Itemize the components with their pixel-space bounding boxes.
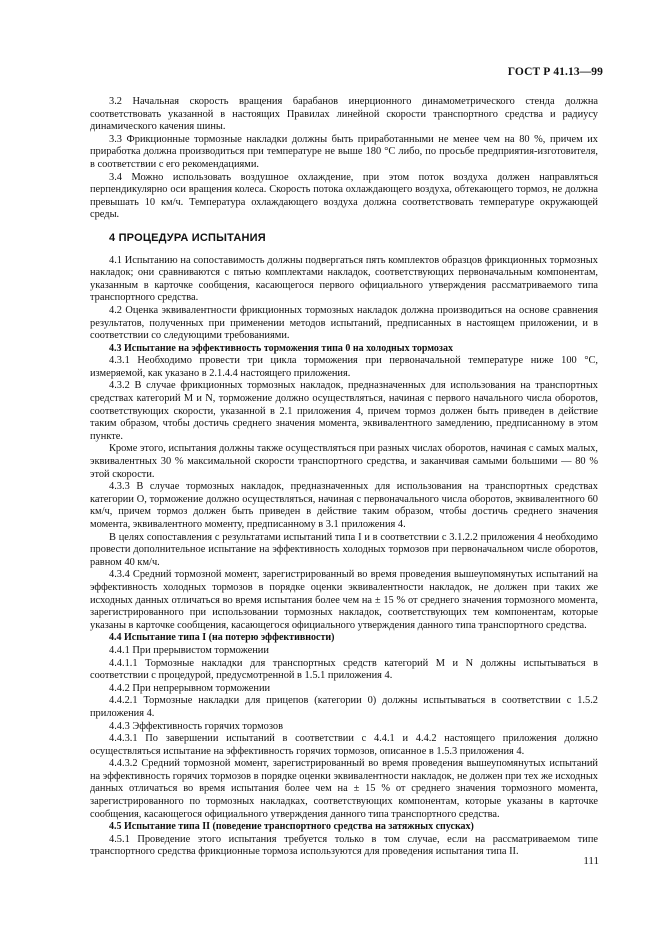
section-4-title: 4 ПРОЦЕДУРА ИСПЫТАНИЯ [109, 231, 266, 244]
paragraph-3-3: 3.3 Фрикционные тормозные накладки должны быть приработанными не менее чем на 80 %, причем их приработка должна производиться при температуре не выше 180 °С либо, по просьбе предприятия-изготовителя, в соответствии с его рекомендациями. [90, 133, 598, 170]
paragraph-3-2: 3.2 Начальная скорость вращения барабанов инерционного динамометрического стенда должна соответствовать указанной в настоящих Правилах линейной скорости транспортного средства и радиусу динамического качения шины. [90, 96, 598, 133]
subheading-4-3: 4.3 Испытание на эффективность торможения типа 0 на холодных тормозах [109, 342, 453, 354]
subheading-4-4: 4.4 Испытание типа I (на потерю эффективности) [109, 632, 335, 644]
paragraph-4-3-2-continued: Кроме этого, испытания должны также осуществляться при разных числах оборотов, начиная с самых малых, эквивалентных 30 % максимальной скорости транспортного средства, и заканчивая самыми большими — 80 % этой скорости. [90, 443, 598, 480]
paragraph-4-3-2: 4.3.2 В случае фрикционных тормозных накладок, предназначенных для использования на транспортных средствах категорий M и N, торможение должно осуществляться, начиная с первого начального числа оборотов, соответствующих скорости, указанной в 2.1 приложения 4, причем тормоз должен быть приведен в действие таким образом, чтобы достичь среднего значения момента, эквивалентного замедлению, предписанному в этом пункте. [90, 380, 598, 442]
paragraph-4-4-3-2: 4.4.3.2 Средний тормозной момент, зарегистрированный во время проведения вышеупомянутых испытаний на эффективность горячих тормозов в порядке оценки эквивалентности накладок, не должен при тех же исходных данных отличаться во время испытания более чем на ± 15 % от среднего значения тормозного момента, зарегистрированного по тормозных накладках, соответствующих компонентам, которые указаны в карточке сообщения, касающегося официального утверждения данного типа транспортного средства. [90, 758, 598, 820]
paragraph-4-4-3: 4.4.3 Эффективность горячих тормозов [109, 720, 283, 732]
paragraph-4-4-1-1: 4.4.1.1 Тормозные накладки для транспортных средств категорий M и N должны испытываться в соответствии с процедурой, предусмотренной в 1.5.1 приложения 4. [90, 657, 598, 682]
paragraph-3-4: 3.4 Можно использовать воздушное охлаждение, при этом поток воздуха должен направляться перпендикулярно оси вращения колеса. Скорость потока охлаждающего воздуха, обтекающего тормоз, не должна превышать 10 км/ч. Температура охлаждающего воздуха должна соответствовать температуре окружающей среды. [90, 171, 598, 221]
paragraph-4-4-1: 4.4.1 При прерывистом торможении [109, 644, 269, 656]
paragraph-4-1: 4.1 Испытанию на сопоставимость должны подвергаться пять комплектов образцов фрикционных тормозных накладок; они сравниваются с пятью комплектами накладок, соответствующих первоначальным компонентам, указанным в карточке сообщения, касающегося первого официального утверждения рассматриваемого типа транспортного средства. [90, 254, 598, 304]
standard-code-header: ГОСТ Р 41.13—99 [507, 66, 603, 78]
paragraph-4-4-2-1: 4.4.2.1 Тормозные накладки для прицепов (категории 0) должны испытываться в соответствии с 1.5.2 приложения 4. [90, 695, 598, 719]
paragraph-4-3-4: 4.3.4 Средний тормозной момент, зарегистрированный во время проведения вышеупомянутых испытаний на эффективность холодных тормозов в порядке оценки эквивалентности накладок, не должен при таких же исходных данных отличаться во время испытания более чем на ± 15 % от среднего значения тормозного момента, зарегистрированного при использовании тормозных накладок, соответствующих тем компонентам, которые указаны в карточке сообщения, касающегося официального утверждения данного типа транспортного средства. [90, 569, 598, 631]
paragraph-4-4-2: 4.4.2 При непрерывном торможении [109, 682, 271, 694]
document-body [90, 96, 598, 859]
paragraph-4-3-1: 4.3.1 Необходимо провести три цикла торможения при первоначальной температуре ниже 100 °С, измеряемой, как указано в 2.1.4.4 настоящего приложения. [90, 355, 598, 379]
subheading-4-5: 4.5 Испытание типа II (поведение транспортного средства на затяжных спусках) [109, 821, 474, 833]
paragraph-4-3-3: 4.3.3 В случае тормозных накладок, предназначенных для использования на транспортных средствах категории О, торможение должно осуществляться, начиная с первоначального числа оборотов, эквивалентного 60 км/ч, причем тормоз должен быть приведен в действие таким образом, чтобы достичь среднего значения момента, эквивалентного моменту, предписанному в 3.1 приложения 4. [90, 481, 598, 530]
page-number: 111 [583, 855, 599, 867]
paragraph-4-2: 4.2 Оценка эквивалентности фрикционных тормозных накладок должна производиться на основе сравнения результатов, полученных при применении методов испытаний, предписанных в настоящем приложении, и в соответствии со следующими требованиями. [90, 304, 598, 342]
paragraph-4-4-3-1: 4.4.3.1 По завершении испытаний в соответствии с 4.4.1 и 4.4.2 настоящего приложения должно осуществляться испытание на эффективность горячих тормозов, описанное в 1.5.3 приложения 4. [90, 733, 598, 757]
paragraph-4-3-3-continued: В целях сопоставления с результатами испытаний типа I и в соответствии с 3.1.2.2 приложения 4 необходимо провести дополнительное испытание на эффективность холодных тормозов при первоначальном числе оборотов, равном 40 км/ч. [90, 531, 598, 568]
paragraph-4-5-1: 4.5.1 Проведение этого испытания требуется только в том случае, если на рассматриваемом типе транспортного средства фрикционные тормоза используются для проведения испытания типа II. [90, 833, 598, 858]
